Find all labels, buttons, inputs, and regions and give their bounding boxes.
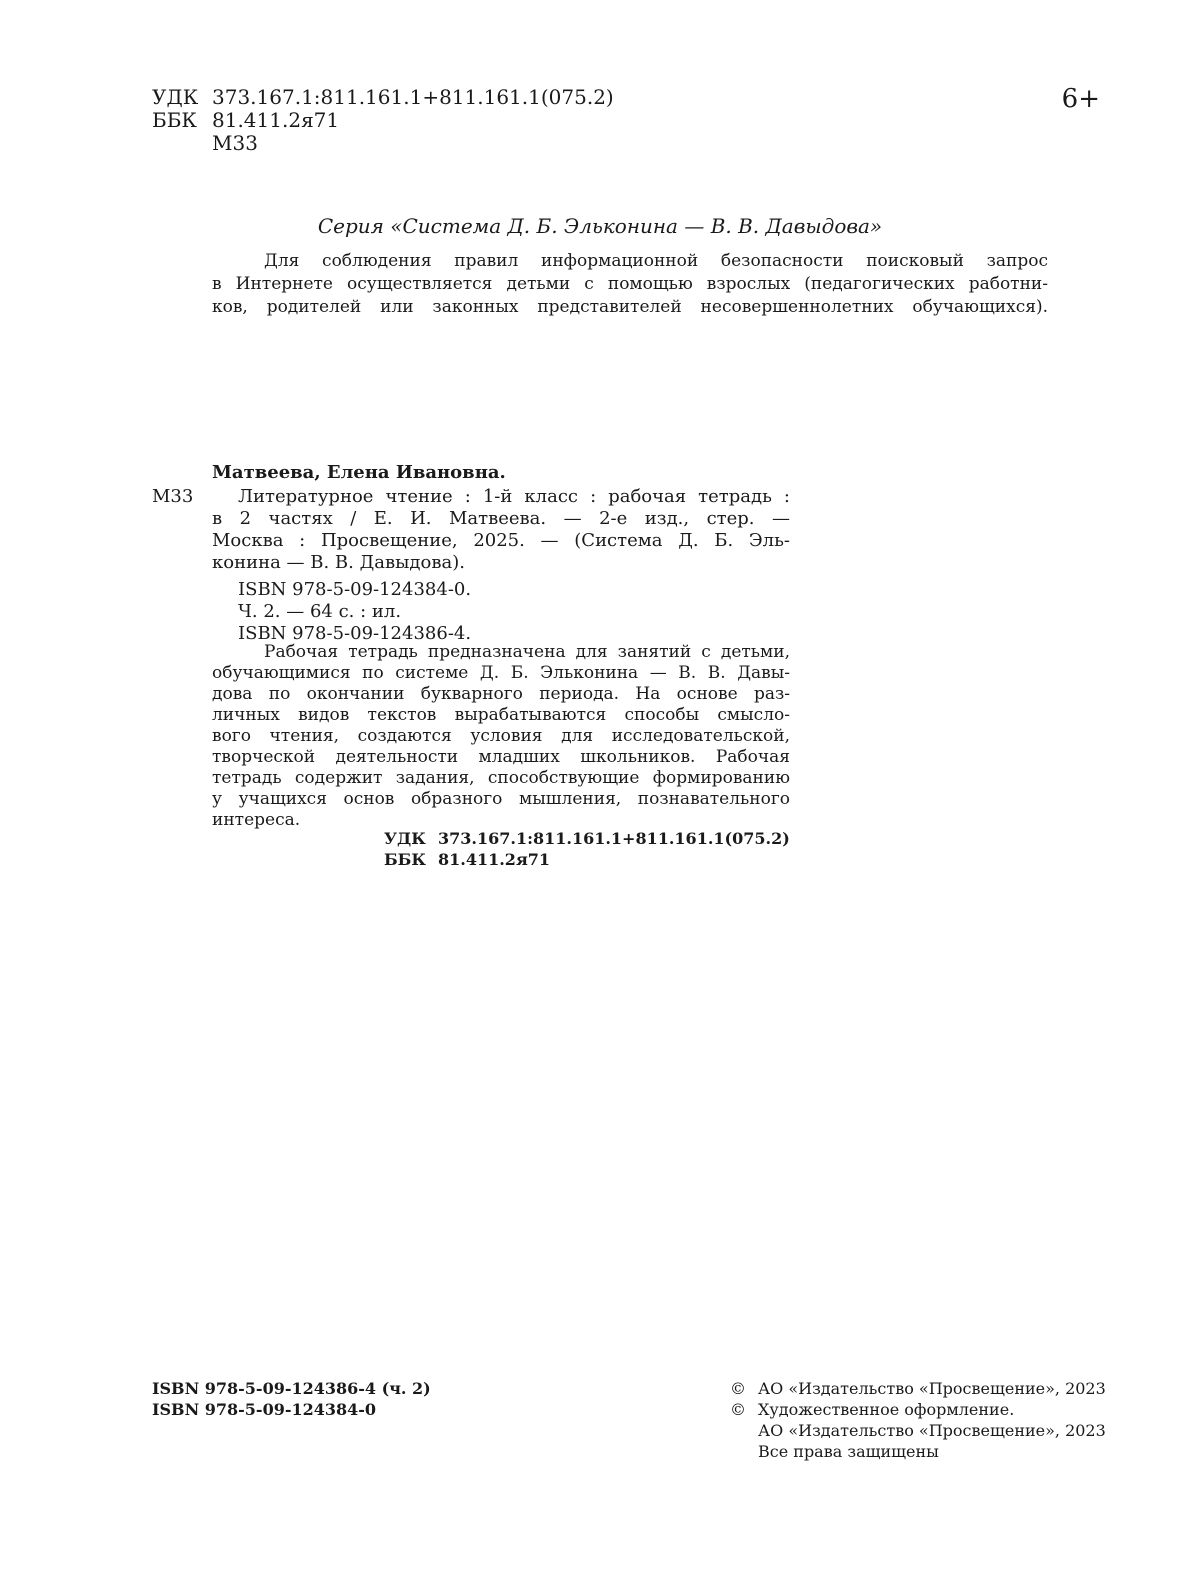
annotation-line: обучающимися по системе Д. Б. Эльконина — В. В. Давы- (212, 663, 790, 683)
card-author: Матвеева, Елена Ивановна. (212, 462, 506, 483)
card-bbk-value: 81.411.2я71 (438, 850, 551, 869)
annotation-line: Рабочая тетрадь предназначена для занятий с детьми, (264, 642, 790, 662)
author-mark-row (152, 132, 614, 155)
copyright-row (730, 1441, 1106, 1462)
card-udk-value: 373.167.1:811.161.1+811.161.1(075.2) (438, 829, 790, 848)
title-line: конина — В. В. Давыдова). (212, 552, 465, 573)
notice-line: Для соблюдения правил информационной безопасности поисковый запрос (264, 251, 1048, 271)
bbk-label: ББК (152, 108, 197, 132)
notice-line: ков, родителей или законных представителей несовершеннолетних обучающихся). (212, 297, 1048, 317)
notice-line: в Интернете осуществляется детьми с помощью взрослых (педагогических работни- (212, 274, 1048, 294)
classification-codes (152, 86, 614, 155)
safety-notice (212, 250, 1048, 319)
footer-isbn-line: ISBN 978-5-09-124384-0 (152, 1400, 377, 1419)
age-rating: 6+ (1061, 84, 1100, 114)
card-codes (384, 828, 790, 870)
series-title: Серия «Система Д. Б. Эльконина — В. В. Давыдова» (317, 214, 883, 238)
udk-label: УДК (152, 85, 199, 109)
udk-value: 373.167.1:811.161.1+811.161.1(075.2) (212, 85, 614, 109)
copyright-row (730, 1378, 1106, 1399)
annotation-line: вого чтения, создаются условия для исследовательской, (212, 726, 790, 746)
copyright-line: АО «Издательство «Просвещение», 2023 (758, 1379, 1106, 1398)
card-bbk-row (384, 849, 790, 870)
title-line: Москва : Просвещение, 2025. — (Система Д. Б. Эль- (212, 530, 790, 551)
copyright-line: Художественное оформление. (758, 1400, 1015, 1419)
copyright-block (730, 1378, 1106, 1462)
annotation-line: творческой деятельности младших школьников. Рабочая (212, 747, 790, 767)
annotation-line: у учащихся основ образного мышления, познавательного (212, 789, 790, 809)
annotation-line: дова по окончании букварного периода. На основе раз- (212, 684, 790, 704)
annotation-line: интереса. (212, 810, 301, 830)
copyright-line: АО «Издательство «Просвещение», 2023 (758, 1421, 1106, 1440)
footer-isbn-line: ISBN 978-5-09-124386-4 (ч. 2) (152, 1379, 431, 1398)
card-annotation (212, 642, 790, 831)
copyright-symbol: © (730, 1400, 746, 1419)
footer-isbn (152, 1378, 431, 1420)
copyright-row (730, 1399, 1106, 1420)
card-description (212, 486, 790, 645)
annotation-line: тетрадь содержит задания, способствующие формированию (212, 768, 790, 788)
author-mark: М33 (212, 131, 258, 155)
udk-row (152, 86, 614, 109)
card-author-mark: М33 (152, 486, 194, 507)
card-isbn-part: ISBN 978-5-09-124386-4. (238, 623, 472, 644)
title-line: Литературное чтение : 1-й класс : рабочая тетрадь : (238, 486, 790, 507)
bbk-row (152, 109, 614, 132)
card-udk-label: УДК (384, 829, 426, 848)
title-line: в 2 частях / Е. И. Матвеева. — 2-е изд., стер. — (212, 508, 790, 529)
card-part-info: Ч. 2. — 64 с. : ил. (238, 601, 402, 622)
rights-reserved: Все права защищены (758, 1442, 939, 1461)
bbk-value: 81.411.2я71 (212, 108, 340, 132)
copyright-symbol: © (730, 1379, 746, 1398)
card-udk-row (384, 828, 790, 849)
card-bbk-label: ББК (384, 850, 426, 869)
card-isbn-total: ISBN 978-5-09-124384-0. (238, 579, 472, 600)
annotation-line: личных видов текстов вырабатываются способы смысло- (212, 705, 790, 725)
copyright-row (730, 1420, 1106, 1441)
